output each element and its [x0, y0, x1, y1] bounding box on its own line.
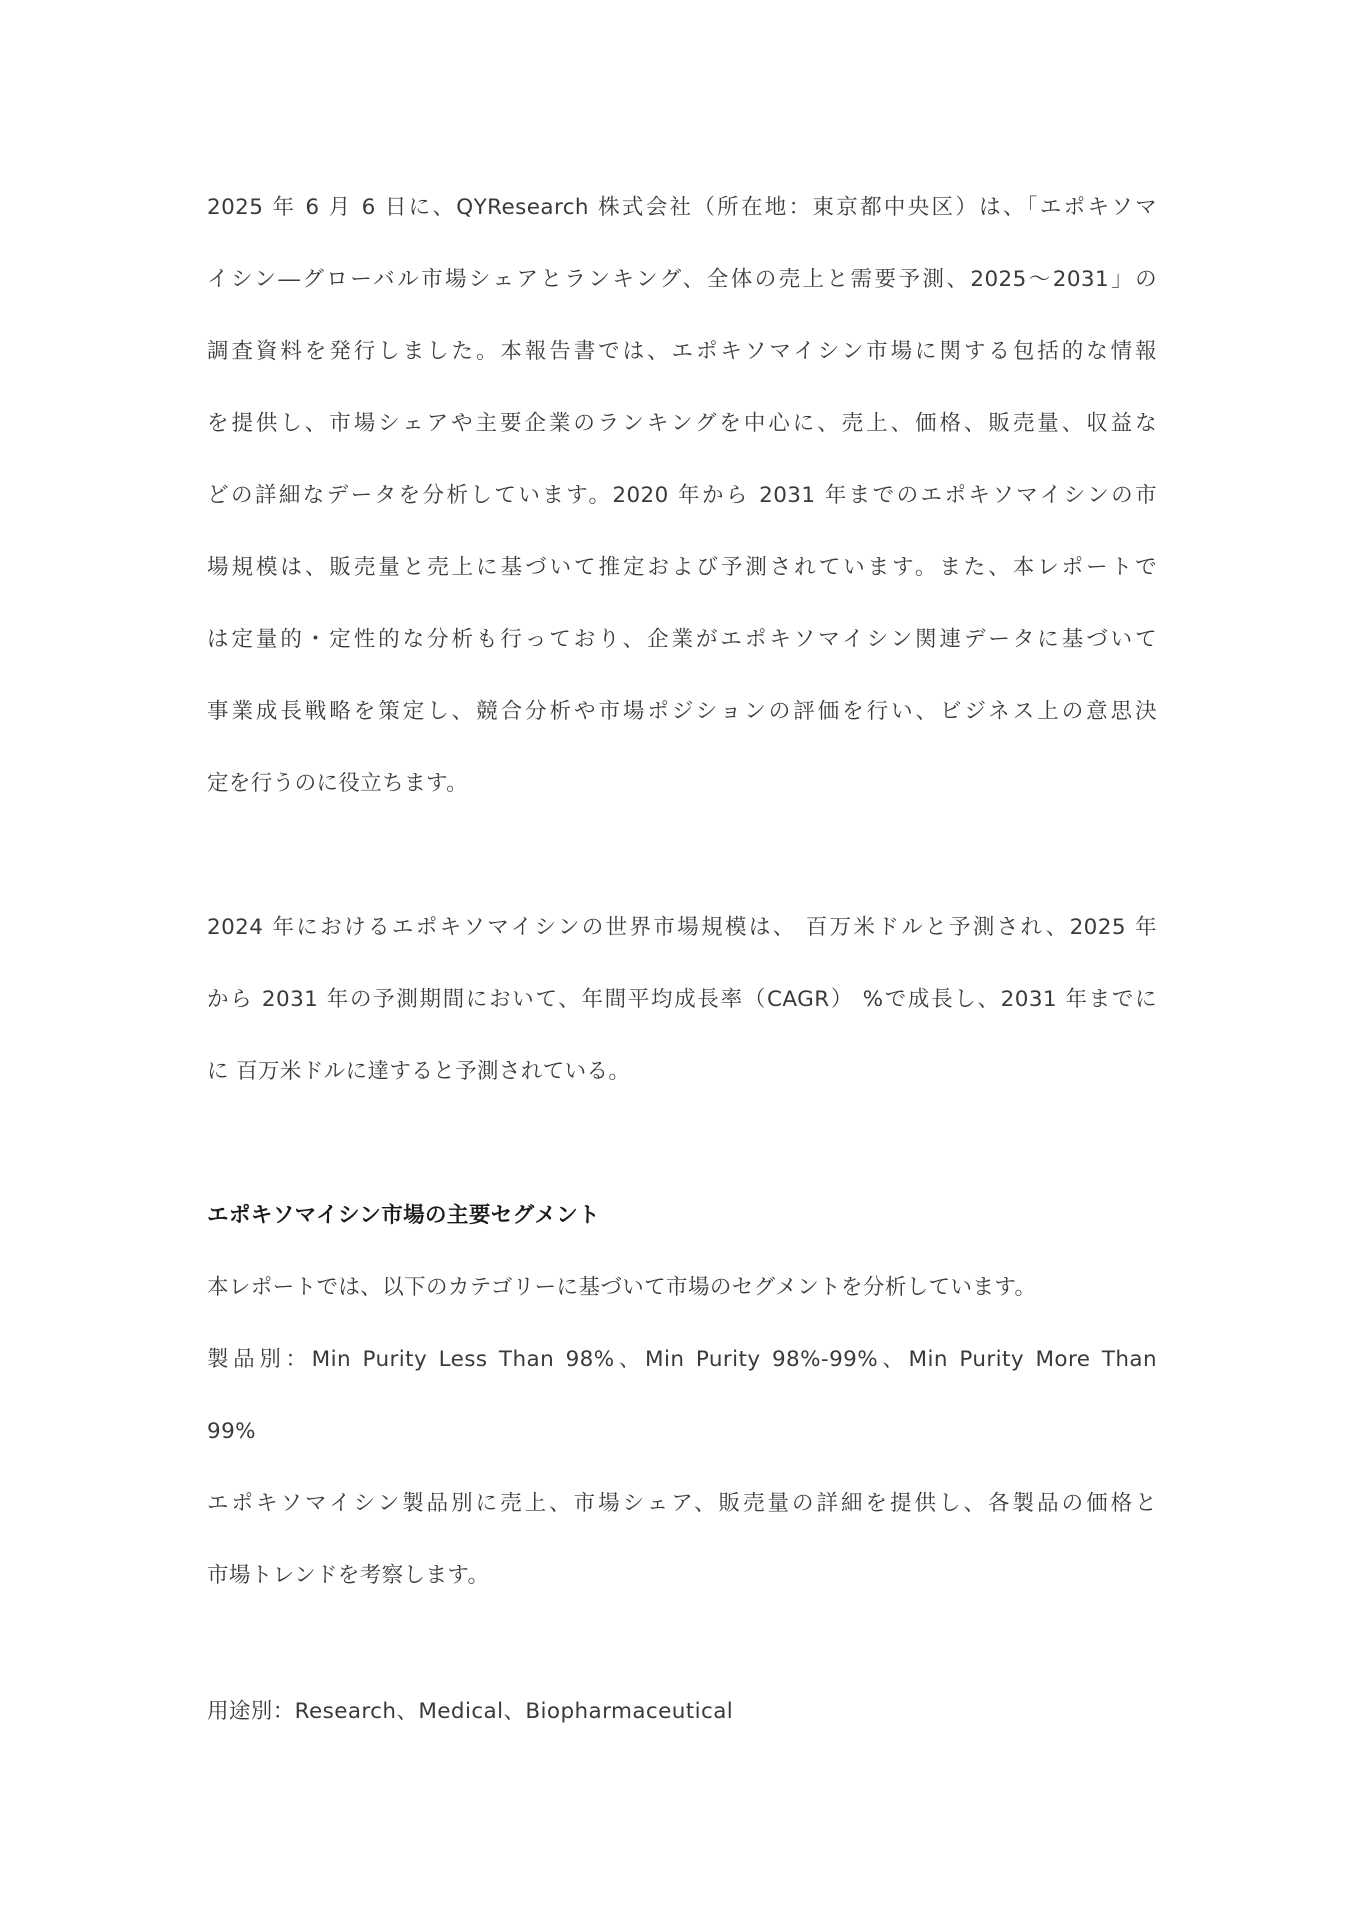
product-description-line: エポキソマイシン製品別に売上、市場シェア、販売量の詳細を提供し、各製品の価格と: [207, 1491, 1157, 1516]
text-line: 2024 年におけるエポキソマイシンの世界市場規模は、 百万米ドルと予測され、2025 年: [207, 915, 1157, 940]
text-line: は定量的・定性的な分析も行っており、企業がエポキソマイシン関連データに基づいて: [207, 627, 1157, 652]
text-line: どの詳細なデータを分析しています。2020 年から 2031 年までのエポキソマイシンの市: [207, 483, 1157, 508]
text-line: 場規模は、販売量と売上に基づいて推定および予測されています。また、本レポートで: [207, 555, 1157, 580]
segments-intro: 本レポートでは、以下のカテゴリーに基づいて市場のセグメントを分析しています。: [207, 1275, 1037, 1300]
text-line: 2025 年 6 月 6 日に、QYResearch 株式会社（所在地：東京都中央区）は、「エポキソマ: [207, 195, 1157, 220]
application-segment-line: 用途別：Research、Medical、Biopharmaceutical: [207, 1699, 734, 1724]
document-page: [207, 172, 1157, 1748]
market-size-paragraph: [207, 892, 1157, 1108]
section-heading: エポキソマイシン市場の主要セグメント: [207, 1203, 601, 1228]
text-line: 調査資料を発行しました。本報告書では、エポキソマイシン市場に関する包括的な情報: [207, 339, 1157, 364]
segments-section: [207, 1180, 1157, 1748]
intro-paragraph: [207, 172, 1157, 820]
text-line: イシン―グローバル市場シェアとランキング、全体の売上と需要予測、2025～2031」の: [207, 267, 1157, 292]
product-segment-line: 99%: [207, 1419, 256, 1444]
text-line: を提供し、市場シェアや主要企業のランキングを中心に、売上、価格、販売量、収益な: [207, 411, 1157, 436]
text-line: 定を行うのに役立ちます。: [207, 771, 469, 796]
product-description-line: 市場トレンドを考察します。: [207, 1563, 490, 1588]
product-segment-line: 製品別：Min Purity Less Than 98%、Min Purity 98%-99%、Min Purity More Than: [207, 1347, 1157, 1372]
text-line: 事業成長戦略を策定し、競合分析や市場ポジションの評価を行い、ビジネス上の意思決: [207, 699, 1157, 724]
text-line: に 百万米ドルに達すると予測されている。: [207, 1059, 631, 1084]
text-line: から 2031 年の予測期間において、年間平均成長率（CAGR） %で成長し、2031 年までに: [207, 987, 1157, 1012]
